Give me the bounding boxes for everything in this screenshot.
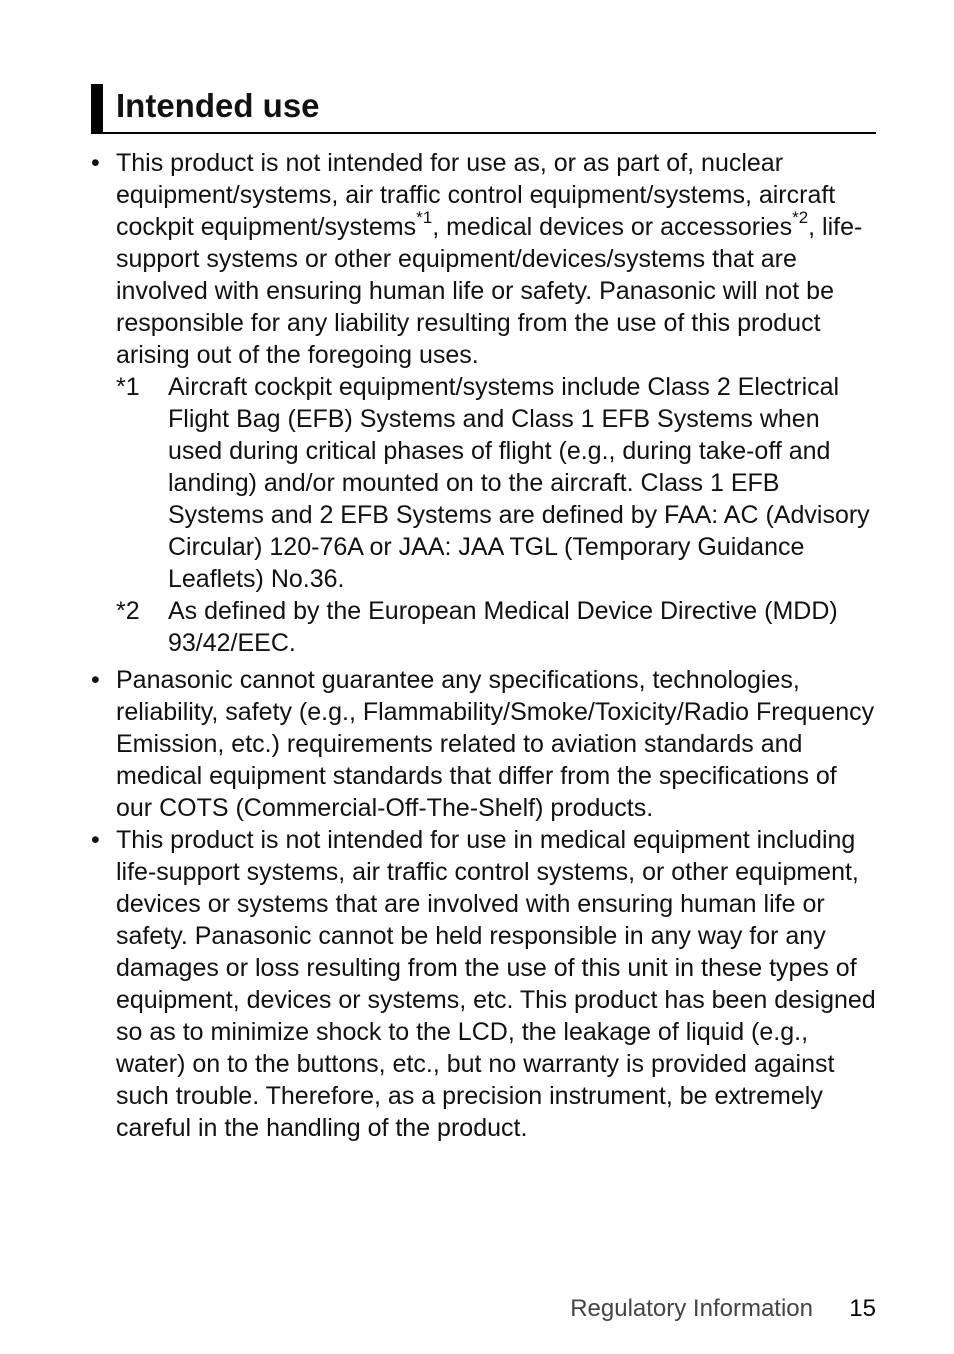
bullet-text-part: , medical devices or accessories <box>432 213 793 241</box>
footnote-ref-2: *2 <box>792 207 809 227</box>
content-body <box>91 147 876 1144</box>
footnote-2 <box>116 595 876 659</box>
footnote-ref-1: *1 <box>416 207 433 227</box>
page-title: Intended use <box>116 87 320 124</box>
footnote-1 <box>116 371 876 595</box>
bullet-marker: • <box>91 666 100 694</box>
bullet-item-intended-use <box>91 147 876 659</box>
bullet-text-part: This product is not intended for use as, or as part of, nuclear equipment/systems, air traffic control equipment/systems, aircraft cockpit equipment/systems <box>116 149 836 241</box>
bullet-marker: • <box>91 149 100 177</box>
bullet-text-part: , life-support systems or other equipment/devices/systems that are involved with ensuring human life or safety. Panasonic will not be responsible for any liability resulting from the use of this product arising out of the foregoing uses. <box>116 213 863 369</box>
section-header <box>91 82 876 134</box>
bullet-text <box>116 147 876 371</box>
footnote-marker: *1 <box>116 373 140 401</box>
footer-section-label: Regulatory Information <box>570 1295 813 1322</box>
header-accent-bar <box>91 84 103 132</box>
footnote-text: Aircraft cockpit equipment/systems include Class 2 Electrical Flight Bag (EFB) Systems and Class 1 EFB Systems when used during critical phases of flight (e.g., during take-off and landing) and/or mounted on to the aircraft. Class 1 EFB Systems and 2 EFB Systems are defined by FAA: AC (Advisory Circular) 120-76A or JAA: JAA TGL (Temporary Guidance Leaflets) No.36. <box>168 373 870 593</box>
footnote-text: As defined by the European Medical Device Directive (MDD) 93/42/EEC. <box>168 597 838 657</box>
bullet-text: This product is not intended for use in medical equipment including life-support systems, air traffic control systems, or other equipment, devices or systems that are involved with ensuring human life or safety. Panasonic cannot be held responsible in any way for any damages or loss resulting from the use of this unit in these types of equipment, devices or systems, etc. This product has been designed so as to minimize shock to the LCD, the leakage of liquid (e.g., water) on to the buttons, etc., but no warranty is provided against such trouble. Therefore, as a precision instrument, be extremely careful in the handling of the product. <box>116 826 876 1142</box>
page-number: 15 <box>849 1295 876 1322</box>
bullet-item-medical-equipment <box>91 824 876 1144</box>
bullet-text: Panasonic cannot guarantee any specifications, technologies, reliability, safety (e.g., Flammability/Smoke/Toxicity/Radio Frequency Emission, etc.) requirements related to aviation standards and medical equipment standards that differ from the specifications of our COTS (Commercial-Off-The-Shelf) products. <box>116 666 875 822</box>
footnote-marker: *2 <box>116 597 140 625</box>
bullet-marker: • <box>91 826 100 854</box>
bullet-item-no-guarantee <box>91 664 876 824</box>
